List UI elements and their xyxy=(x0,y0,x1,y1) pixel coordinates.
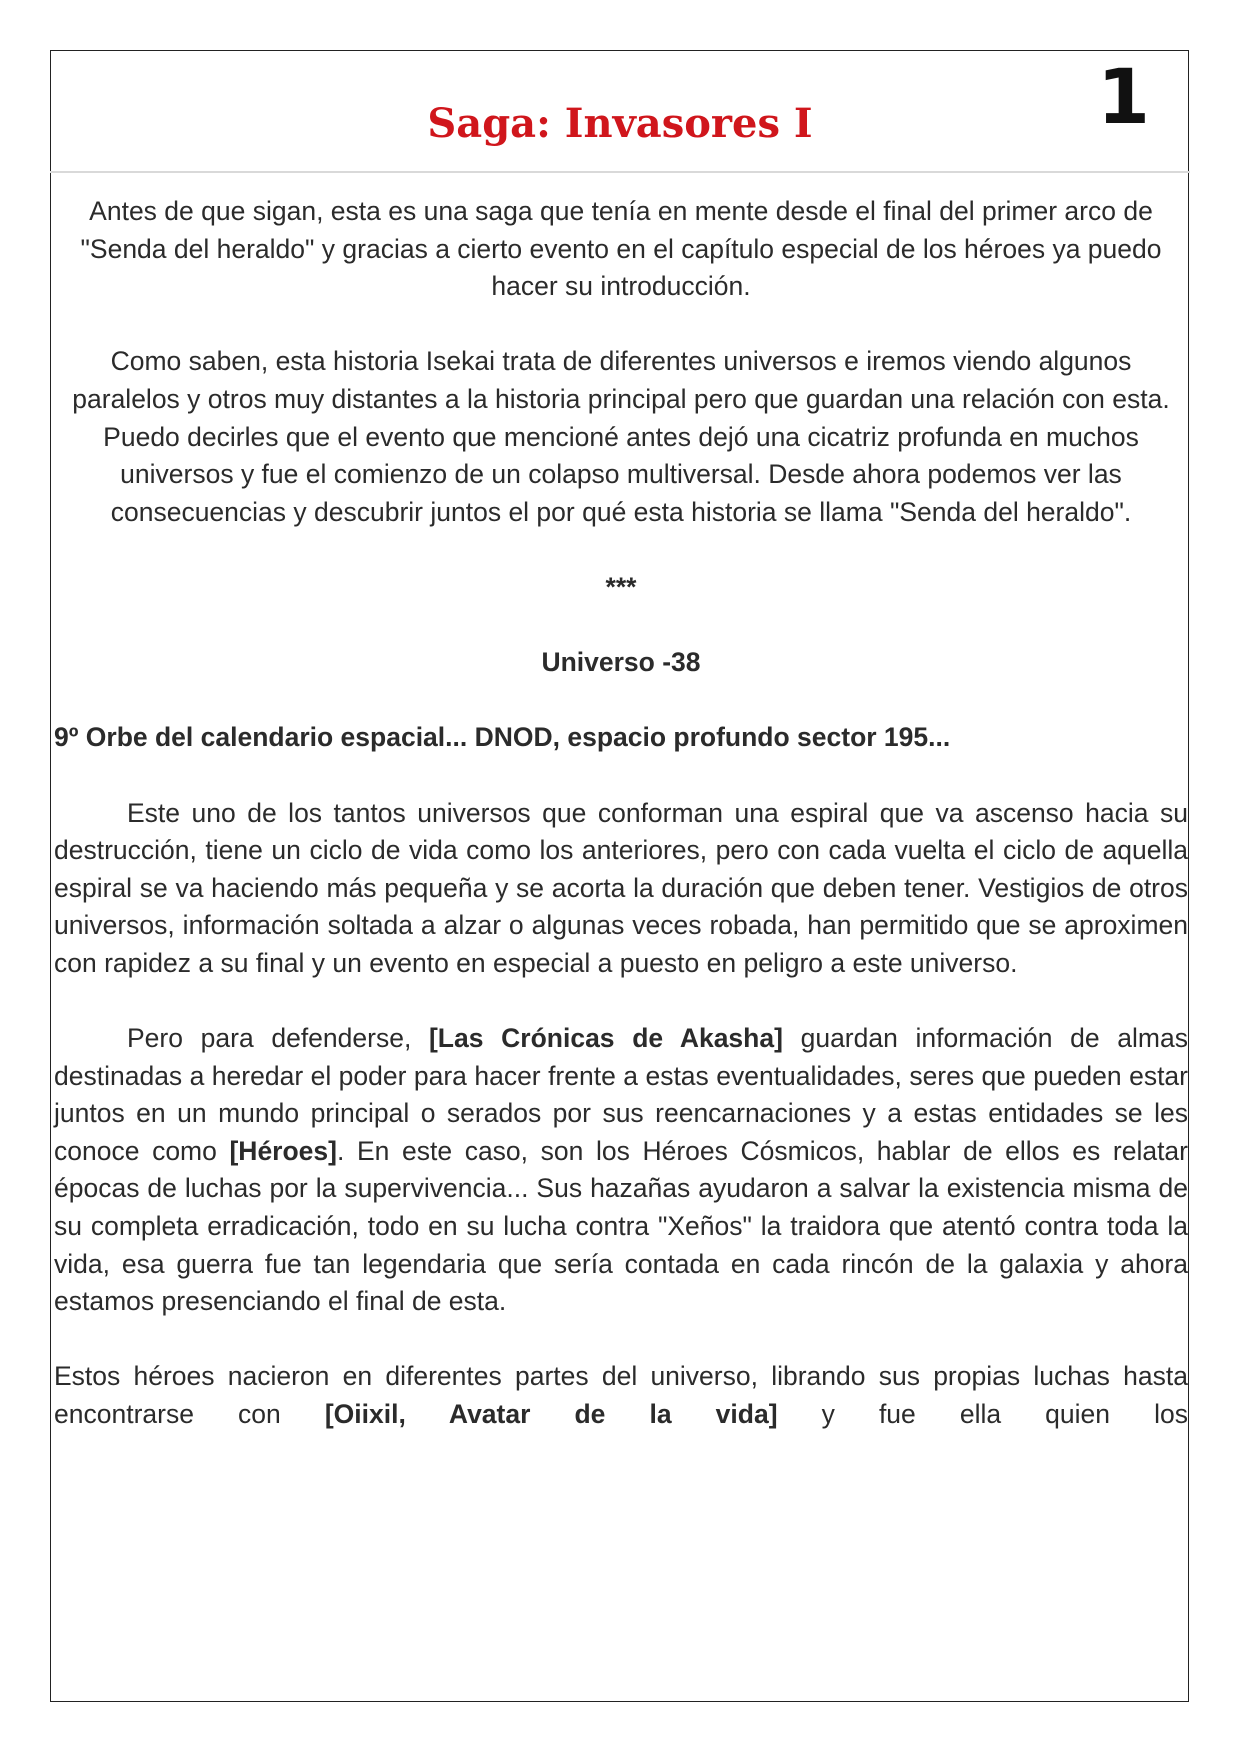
story-paragraph-2-text-a: Pero para defenderse, xyxy=(127,1023,429,1054)
title-divider xyxy=(50,171,1190,173)
intro-paragraph-2: Como saben, esta historia Isekai trata de diferentes universos e iremos viendo algunos paralelos y otros muy distantes a la historia principal pero que guardan una relación con esta. Puedo decirles que el evento que mencioné antes dejó una cicatriz profunda en muchos universos y fue el comienzo de un colapso multiversal. Desde ahora podemos ver las consecuencias y descubrir juntos el por qué esta historia se llama "Senda del heraldo". xyxy=(72,346,1170,527)
section-separator: *** xyxy=(605,571,637,602)
story-paragraph-3-text-a: Estos héroes nacieron en diferentes partes del universo, librando sus propias luchas hasta encontrarse con xyxy=(54,1361,1188,1429)
story-paragraph-1: Este uno de los tantos universos que conforman una espiral que va ascenso hacia su destrucción, tiene un ciclo de vida como los anteriores, pero con cada vuelta el ciclo de aquella espiral se va haciendo más pequeña y se acorta la duración que deben tener. Vestigios de otros universos, información soltada a alzar o algunas veces robada, han permitido que se aproximen con rapidez a su final y un evento en especial a puesto en peligro a este universo. xyxy=(54,797,1188,978)
story-paragraph-2 xyxy=(54,1020,1188,1321)
story-paragraph-2-text-b: guardan información de almas destinadas a heredar el poder para hacer frente a estas eventualidades, seres que pueden estar juntos en un mundo principal o serados por sus reencarnaciones y a estas entidades se les conoce como xyxy=(54,1023,1188,1166)
universe-heading: Universo -38 xyxy=(541,647,701,678)
story-paragraph-3 xyxy=(54,1358,1188,1433)
oiixil-term: [Oiixil, Avatar de la vida] xyxy=(324,1399,778,1429)
page-title: Saga: Invasores I xyxy=(427,100,813,147)
heroes-term: [Héroes] xyxy=(229,1135,337,1166)
story-paragraph-3-text-b: y fue ella quien los xyxy=(777,1399,1188,1429)
document-body xyxy=(54,193,1188,1471)
intro-paragraph-1: Antes de que sigan, esta es una saga que tenía en mente desde el final del primer arco de "Senda del heraldo" y gracias a cierto evento en el capítulo especial de los héroes ya puedo hacer su introducción. xyxy=(80,196,1162,302)
location-line: 9º Orbe del calendario espacial... DNOD, espacio profundo sector 195... xyxy=(54,722,951,753)
page-number: 1 xyxy=(1097,52,1150,141)
akasha-chronicles-term: [Las Crónicas de Akasha] xyxy=(428,1023,783,1054)
story-paragraph-2-text-c: . En este caso, son los Héroes Cósmicos, hablar de ellos es relatar épocas de luchas por la supervivencia... Sus hazañas ayudaron a salvar la existencia misma de su completa erradicación, todo en su lucha contra "Xeños" la traidora que atentó contra toda la vida, esa guerra fue tan legendaria que sería contada en cada rincón de la galaxia y ahora estamos presenciando el final de esta. xyxy=(54,1135,1188,1317)
